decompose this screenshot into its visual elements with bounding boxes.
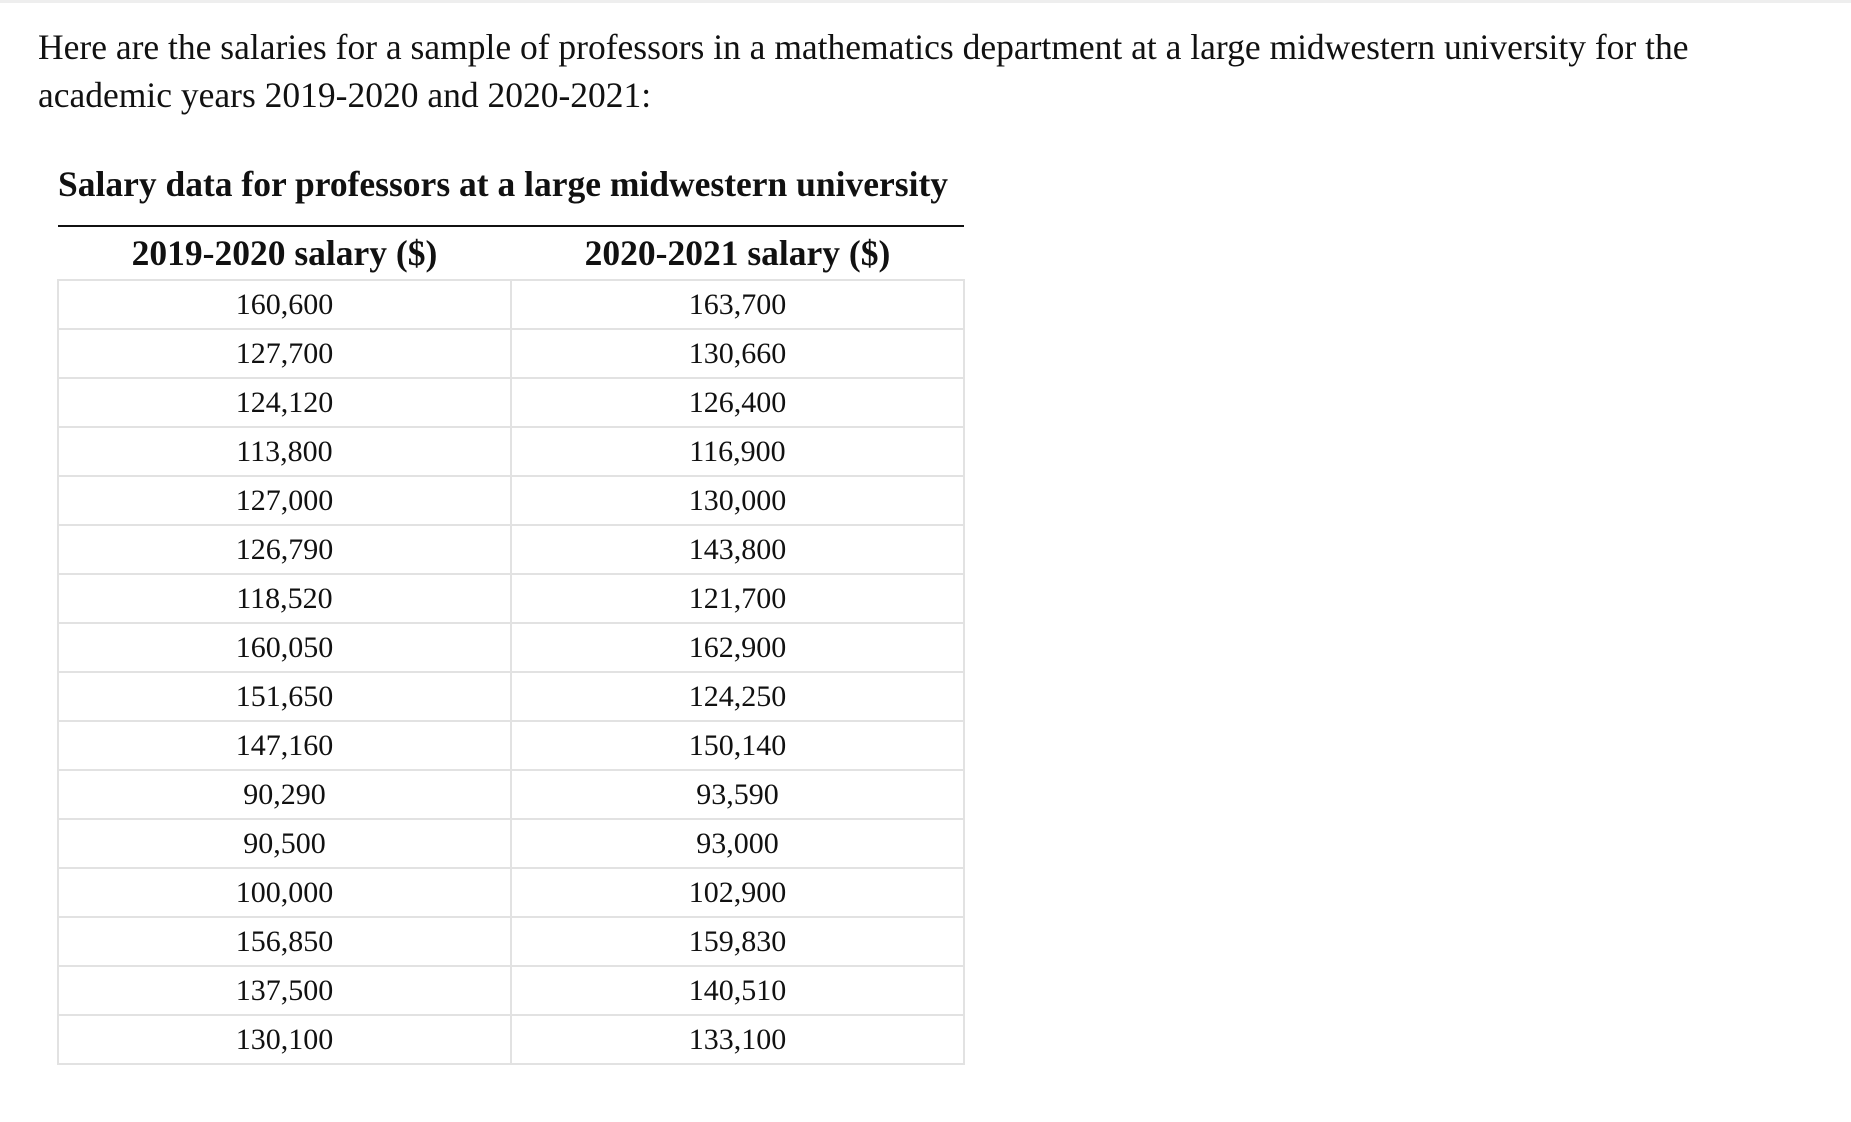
- salary-2019-2020-cell: 124,120: [58, 378, 511, 427]
- salary-2019-2020-cell: 100,000: [58, 868, 511, 917]
- salary-2020-2021-cell: 124,250: [511, 672, 964, 721]
- table-row: [58, 525, 964, 574]
- salary-2020-2021-cell: 126,400: [511, 378, 964, 427]
- salary-table: [57, 225, 965, 1065]
- salary-2020-2021-cell: 130,000: [511, 476, 964, 525]
- column-header-2019-2020: 2019-2020 salary ($): [58, 226, 511, 280]
- salary-2020-2021-cell: 133,100: [511, 1015, 964, 1064]
- salary-2020-2021-cell: 159,830: [511, 917, 964, 966]
- table-row: [58, 623, 964, 672]
- salary-2019-2020-cell: 147,160: [58, 721, 511, 770]
- table-caption: Salary data for professors at a large midwestern university: [58, 164, 949, 204]
- table-row: [58, 966, 964, 1015]
- table-row: [58, 721, 964, 770]
- salary-2019-2020-cell: 137,500: [58, 966, 511, 1015]
- table-header: [58, 226, 964, 280]
- table-body: [58, 280, 964, 1064]
- table-row: [58, 1015, 964, 1064]
- salary-2020-2021-cell: 162,900: [511, 623, 964, 672]
- salary-2020-2021-cell: 163,700: [511, 280, 964, 329]
- table-row: [58, 280, 964, 329]
- intro-paragraph: Here are the salaries for a sample of professors in a mathematics department at a large midwestern university for the academic years 2019-2020 and 2020-2021:: [38, 27, 1689, 115]
- salary-2020-2021-cell: 93,000: [511, 819, 964, 868]
- salary-2019-2020-cell: 151,650: [58, 672, 511, 721]
- salary-2020-2021-cell: 102,900: [511, 868, 964, 917]
- table-row: [58, 917, 964, 966]
- salary-2020-2021-cell: 121,700: [511, 574, 964, 623]
- salary-2019-2020-cell: 127,700: [58, 329, 511, 378]
- salary-2020-2021-cell: 140,510: [511, 966, 964, 1015]
- salary-2020-2021-cell: 116,900: [511, 427, 964, 476]
- header-row: [58, 226, 964, 280]
- salary-2019-2020-cell: 156,850: [58, 917, 511, 966]
- salary-2020-2021-cell: 130,660: [511, 329, 964, 378]
- table-row: [58, 329, 964, 378]
- top-divider: [0, 0, 1851, 3]
- salary-2019-2020-cell: 160,600: [58, 280, 511, 329]
- table-row: [58, 476, 964, 525]
- salary-2019-2020-cell: 126,790: [58, 525, 511, 574]
- salary-2019-2020-cell: 118,520: [58, 574, 511, 623]
- salary-2019-2020-cell: 113,800: [58, 427, 511, 476]
- salary-2020-2021-cell: 93,590: [511, 770, 964, 819]
- salary-2020-2021-cell: 143,800: [511, 525, 964, 574]
- salary-2019-2020-cell: 130,100: [58, 1015, 511, 1064]
- salary-2019-2020-cell: 90,290: [58, 770, 511, 819]
- salary-2019-2020-cell: 160,050: [58, 623, 511, 672]
- table-row: [58, 427, 964, 476]
- table-row: [58, 868, 964, 917]
- column-header-2020-2021: 2020-2021 salary ($): [511, 226, 964, 280]
- table-row: [58, 574, 964, 623]
- table-row: [58, 770, 964, 819]
- table-row: [58, 819, 964, 868]
- salary-2019-2020-cell: 127,000: [58, 476, 511, 525]
- salary-2020-2021-cell: 150,140: [511, 721, 964, 770]
- salary-2019-2020-cell: 90,500: [58, 819, 511, 868]
- table-row: [58, 378, 964, 427]
- table-row: [58, 672, 964, 721]
